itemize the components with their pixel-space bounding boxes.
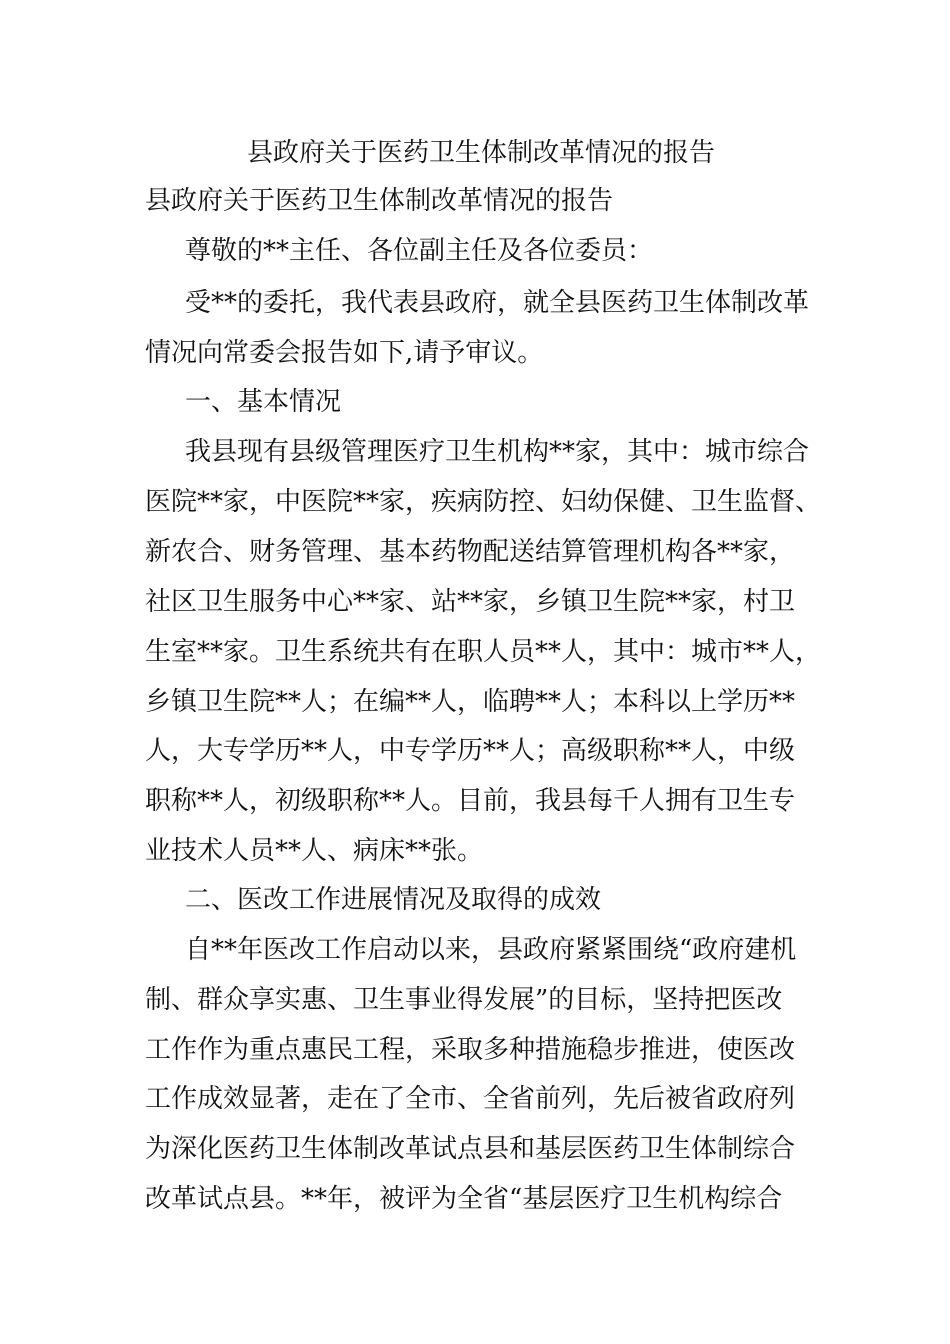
paragraph-line: 工作成效显著，走在了全市、全省前列，先后被省政府列	[145, 1084, 796, 1114]
paragraph-line: 医院**家，中医院**家，疾病防控、妇幼保健、卫生监督、	[145, 487, 822, 517]
paragraph-line: 受**的委托，我代表县政府，就全县医药卫生体制改革	[185, 288, 810, 318]
paragraph-line: 生室**家。卫生系统共有在职人员**人，其中：城市**人，	[145, 637, 822, 667]
paragraph-line: 改革试点县。**年，被评为全省“基层医疗卫生机构综合	[145, 1184, 783, 1214]
paragraph-line: 业技术人员**人、病床**张。	[145, 836, 484, 866]
paragraph-line: 情况向常委会报告如下,请予审议。	[145, 338, 544, 368]
paragraph-line: 工作作为重点惠民工程，采取多种措施稳步推进，使医改	[145, 1035, 796, 1065]
paragraph-line: 自**年医改工作启动以来，县政府紧紧围绕“政府建机	[185, 935, 797, 965]
paragraph-line: 职称**人，初级职称**人。目前，我县每千人拥有卫生专	[145, 786, 796, 816]
paragraph-line: 我县现有县级管理医疗卫生机构**家，其中：城市综合	[185, 437, 810, 467]
paragraph-line: 为深化医药卫生体制改革试点县和基层医药卫生体制综合	[145, 1134, 796, 1164]
section-heading: 一、基本情况	[185, 387, 342, 417]
paragraph-line: 乡镇卫生院**人；在编**人，临聘**人；本科以上学历**	[145, 687, 796, 717]
document-title: 县政府关于医药卫生体制改革情况的报告	[247, 138, 716, 168]
paragraph-line: 新农合、财务管理、基本药物配送结算管理机构各**家，	[145, 537, 796, 567]
salutation-line: 尊敬的**主任、各位副主任及各位委员：	[185, 236, 654, 266]
document-subtitle: 县政府关于医药卫生体制改革情况的报告	[145, 186, 614, 216]
paragraph-line: 制、群众享实惠、卫生事业得发展”的目标，坚持把医改	[145, 985, 783, 1015]
paragraph-line: 社区卫生服务中心**家、站**家，乡镇卫生院**家，村卫	[145, 587, 796, 617]
paragraph-line: 人，大专学历**人，中专学历**人；高级职称**人，中级	[145, 736, 796, 766]
section-heading: 二、医改工作进展情况及取得的成效	[185, 885, 602, 915]
